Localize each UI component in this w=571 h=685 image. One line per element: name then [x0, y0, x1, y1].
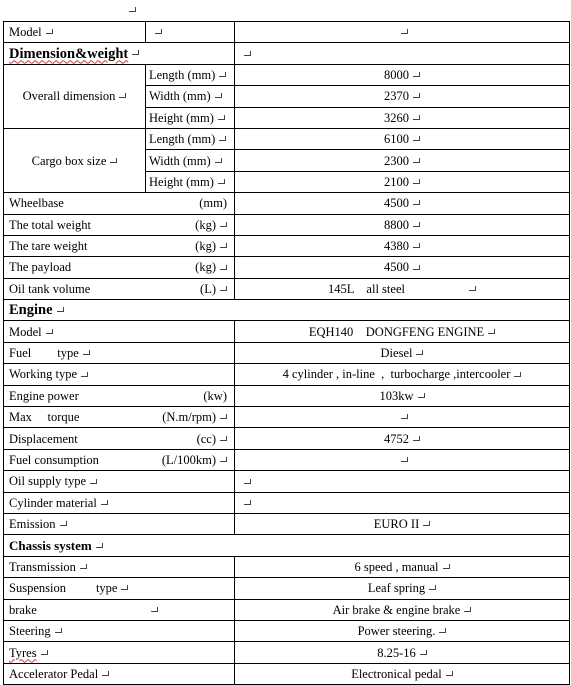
cargo-box-label: Cargo box size: [4, 128, 146, 192]
table-row: Height (mm) 2100: [4, 171, 570, 192]
paragraph-mark-icon: [413, 222, 420, 230]
paragraph-mark-icon: [244, 479, 251, 487]
table-row: Working type 4 cylinder , in-line , turbocharge ,intercooler: [4, 364, 570, 385]
paragraph-mark-icon: [244, 51, 251, 59]
paragraph-mark-icon: [55, 628, 62, 636]
paragraph-mark-icon: [401, 457, 408, 465]
paragraph-mark-icon: [401, 414, 408, 422]
table-row: Fuel consumption (L/100km): [4, 449, 570, 470]
spec-table: [3, 21, 570, 685]
paragraph-mark-icon: [219, 136, 226, 144]
paragraph-mark-icon: [413, 93, 420, 101]
table-row: Wheelbase (mm) 4500: [4, 193, 570, 214]
paragraph-mark-icon: [215, 93, 222, 101]
paragraph-mark-icon: [220, 457, 227, 465]
paragraph-mark-icon: [220, 414, 227, 422]
paragraph-mark-icon: [41, 650, 48, 658]
table-row: Model EQH140 DONGFENG ENGINE: [4, 321, 570, 342]
paragraph-mark-icon: [413, 72, 420, 80]
paragraph-mark-icon: [57, 307, 64, 315]
paragraph-mark-icon: [219, 72, 226, 80]
table-row: Suspension type Leaf spring: [4, 578, 570, 599]
overall-dimension-label: Overall dimension: [4, 64, 146, 128]
paragraph-mark-icon: [60, 521, 67, 529]
table-row: brake Air brake & engine brake: [4, 599, 570, 620]
paragraph-mark-icon: [46, 329, 53, 337]
table-row: Accelerator Pedal Electronical pedal: [4, 663, 570, 684]
table-row: [4, 535, 570, 556]
paragraph-mark-icon: [90, 479, 97, 487]
table-row: The total weight (kg) 8800: [4, 214, 570, 235]
paragraph-mark-icon: [220, 265, 227, 273]
paragraph-mark-icon: [514, 372, 521, 380]
table-row: The payload (kg) 4500: [4, 257, 570, 278]
table-row: [4, 43, 570, 64]
table-row: Displacement (cc) 4752: [4, 428, 570, 449]
table-row: Width (mm) 2370: [4, 86, 570, 107]
table-row: Width (mm) 2300: [4, 150, 570, 171]
paragraph-mark-icon: [220, 222, 227, 230]
paragraph-mark-icon: [155, 29, 162, 37]
paragraph-mark-icon: [220, 286, 227, 294]
paragraph-mark-icon: [401, 29, 408, 37]
paragraph-mark-icon: [488, 329, 495, 337]
table-row: Emission EURO II: [4, 513, 570, 534]
paragraph-mark-icon: [429, 585, 436, 593]
paragraph-mark-icon: [102, 671, 109, 679]
table-row: Overall dimension Length (mm) 8000: [4, 64, 570, 85]
section-heading-engine: Engine: [4, 300, 570, 321]
table-row: Height (mm) 3260: [4, 107, 570, 128]
paragraph-mark-icon: [413, 115, 420, 123]
paragraph-mark-icon: [244, 500, 251, 508]
table-row: Transmission 6 speed , manual: [4, 556, 570, 577]
paragraph-mark-icon: [420, 650, 427, 658]
paragraph-mark-icon: [101, 500, 108, 508]
paragraph-mark-icon: [413, 436, 420, 444]
paragraph-mark-icon: [125, 3, 136, 17]
paragraph-mark-icon: [218, 115, 225, 123]
paragraph-mark-icon: [413, 200, 420, 208]
row-label: Model: [4, 22, 146, 43]
paragraph-mark-icon: [218, 179, 225, 187]
paragraph-mark-icon: [443, 564, 450, 572]
paragraph-mark-icon: [413, 243, 420, 251]
paragraph-mark-icon: [80, 564, 87, 572]
paragraph-mark-icon: [151, 607, 158, 615]
paragraph-mark-icon: [423, 521, 430, 529]
table-row: Cylinder material: [4, 492, 570, 513]
table-row: Cargo box size Length (mm) 6100: [4, 128, 570, 149]
paragraph-mark-icon: [81, 372, 88, 380]
paragraph-mark-icon: [121, 585, 128, 593]
table-row: Fuel type Diesel: [4, 342, 570, 363]
paragraph-mark-icon: [413, 158, 420, 166]
paragraph-mark-icon: [446, 671, 453, 679]
paragraph-mark-icon: [416, 350, 423, 358]
table-row: [4, 22, 570, 43]
paragraph-mark-icon: [110, 158, 117, 166]
paragraph-mark-icon: [469, 286, 476, 294]
section-heading-chassis: Chassis system: [4, 535, 570, 556]
table-row: Tyres 8.25-16: [4, 642, 570, 663]
paragraph-mark-icon: [413, 265, 420, 273]
paragraph-mark-icon: [119, 93, 126, 101]
paragraph-mark-icon: [413, 179, 420, 187]
table-row: [4, 300, 570, 321]
table-row: The tare weight (kg) 4380: [4, 235, 570, 256]
paragraph-mark-icon: [220, 436, 227, 444]
paragraph-mark-icon: [464, 607, 471, 615]
table-row: Engine power (kw) 103kw: [4, 385, 570, 406]
paragraph-mark-icon: [439, 628, 446, 636]
section-heading-dimension: Dimension&weight: [4, 43, 235, 64]
paragraph-mark-icon: [413, 136, 420, 144]
paragraph-mark-icon: [46, 29, 53, 37]
paragraph-mark-icon: [96, 543, 103, 551]
paragraph-mark-icon: [83, 350, 90, 358]
paragraph-mark-icon: [418, 393, 425, 401]
paragraph-mark-icon: [132, 50, 139, 58]
paragraph-mark-icon: [215, 158, 222, 166]
table-row: Steering Power steering.: [4, 620, 570, 641]
table-row: Oil tank volume (L) 145L all steel: [4, 278, 570, 299]
table-row: Max torque (N.m/rpm): [4, 407, 570, 428]
paragraph-mark-icon: [220, 243, 227, 251]
table-row: Oil supply type: [4, 471, 570, 492]
